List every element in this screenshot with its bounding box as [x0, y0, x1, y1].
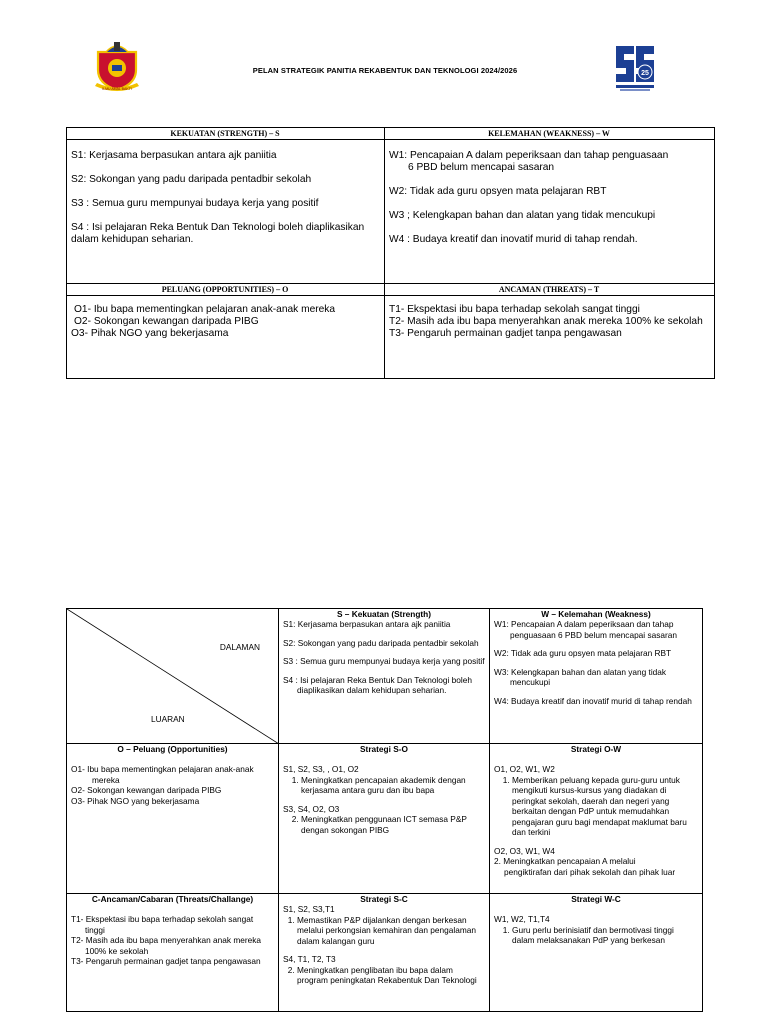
- opportunity-item: O2- Sokongan kewangan daripada PIBG: [74, 316, 259, 327]
- weakness-header: KELEMAHAN (WEAKNESS) – W: [385, 128, 715, 140]
- opportunities-cell: [67, 296, 385, 379]
- matrix-threat-item: T1- Ekspektasi ibu bapa terhadap sekolah sangat tinggi: [71, 914, 254, 935]
- matrix-threats-cell: [67, 894, 279, 1012]
- matrix-weakness-item: W2: Tidak ada guru opsyen mata pelajaran RBT: [494, 648, 672, 658]
- strength-item: S4 : Isi pelajaran Reka Bentuk Dan Teknologi boleh diaplikasikan dalam kehidupan seharian.: [71, 222, 365, 245]
- strategy-list: [494, 775, 698, 838]
- strategy-sc-cell: [279, 894, 490, 1012]
- strength-cell: [67, 140, 385, 284]
- strategy-list: [283, 814, 485, 835]
- threat-item: T2- Masih ada ibu bapa menyerahkan anak mereka 100% ke sekolah: [389, 316, 703, 327]
- strategy-codes: O1, O2, W1, W2: [494, 764, 555, 774]
- strategy-codes: O2, O3, W1, W4: [494, 845, 555, 856]
- label-dalaman: DALAMAN: [219, 642, 260, 652]
- threats-cell: [385, 296, 715, 379]
- threats-header: ANCAMAN (THREATS) – T: [385, 284, 715, 296]
- weakness-item: W2: Tidak ada guru opsyen mata pelajaran RBT: [389, 186, 607, 197]
- strategy-codes: S3, S4, O2, O3: [283, 803, 340, 814]
- strategy-ow-header: Strategi O-W: [570, 744, 622, 754]
- threat-item: T3- Pengaruh permainan gadjet tanpa pengawasan: [389, 328, 622, 339]
- strategy-wc-cell: [490, 894, 703, 1012]
- strategy-sc-header: Strategi S-C: [360, 894, 408, 904]
- weakness-cell: [385, 140, 715, 284]
- matrix-opportunity-item: O1- Ibu bapa mementingkan pelajaran anak-anak mereka: [71, 764, 254, 785]
- matrix-opportunities-cell: [67, 744, 279, 894]
- anniversary-25-logo-icon: [612, 42, 658, 94]
- strategy-list: [283, 775, 485, 796]
- threat-item: T1- Ekspektasi ibu bapa terhadap sekolah sangat tinggi: [389, 304, 640, 315]
- strategy-item: 1. Meningkatkan pencapaian akademik dengan kerjasama antara guru dan ibu bapa: [301, 775, 485, 796]
- matrix-opportunity-item: O2- Sokongan kewangan daripada PIBG: [71, 785, 222, 795]
- document-title: PELAN STRATEGIK PANITIA REKABENTUK DAN TEKNOLOGI 2024/2026: [252, 66, 518, 75]
- matrix-strength-item: S3 : Semua guru mempunyai budaya kerja yang positif: [283, 656, 485, 666]
- strategy-item: 1. Memastikan P&P dijalankan dengan berkesan melalui perkongsian kemahiran dan pengalaman dalam kalangan guru: [297, 915, 485, 947]
- strength-header: KEKUATAN (STRENGTH) – S: [67, 128, 385, 140]
- strategy-item: 1. Guru perlu berinisiatif dan bermotivasi tinggi dalam melaksanakan PdP yang berkesan: [512, 925, 698, 946]
- weakness-item-cont: 6 PBD belum mencapai sasaran: [408, 162, 555, 173]
- matrix-weakness-header: W – Kelemahan (Weakness): [541, 609, 651, 619]
- matrix-threats-header: C-Ancaman/Cabaran (Threats/Challange): [91, 894, 254, 904]
- svg-text:ILMU AMAL BAKTI: ILMU AMAL BAKTI: [102, 87, 132, 91]
- label-luaran: LUARAN: [151, 714, 185, 724]
- strategy-item-label: 2. Meningkatkan pencapaian A melalui: [494, 856, 636, 866]
- strategy-so-cell: [279, 744, 490, 894]
- matrix-weakness-item: W1: Pencapaian A dalam peperiksaan dan tahap penguasaan 6 PBD belum mencapai sasaran: [494, 619, 677, 640]
- opportunity-item: O3- Pihak NGO yang bekerjasama: [71, 328, 229, 339]
- svg-text:25: 25: [641, 70, 649, 77]
- school-crest-logo: [92, 38, 142, 94]
- strategy-list: [494, 925, 698, 946]
- anniversary-logo: [612, 42, 658, 94]
- school-crest-icon: [92, 38, 142, 94]
- strength-item: S2: Sokongan yang padu daripada pentadbir sekolah: [71, 174, 312, 185]
- opportunity-item: O1- Ibu bapa mementingkan pelajaran anak-anak mereka: [74, 304, 336, 315]
- strength-item: S1: Kerjasama berpasukan antara ajk paniitia: [71, 150, 277, 161]
- matrix-weakness-cell: [490, 609, 703, 744]
- weakness-item: W4 : Budaya kreatif dan inovatif murid di tahap rendah.: [389, 234, 638, 245]
- matrix-strength-item: S4 : Isi pelajaran Reka Bentuk Dan Teknologi boleh diaplikasikan dalam kehidupan seharian.: [283, 674, 472, 695]
- matrix-strength-item: S1: Kerjasama berpasukan antara ajk paniitia: [283, 619, 451, 629]
- strategy-item: 1. Memberikan peluang kepada guru-guru untuk mengikuti kursus-kursus yang diadakan di peringkat sekolah, daerah dan negeri yang berkaitan dengan PdP untuk memudahkan pengajaran guru bagi mendapat maklumat baru dan terkini: [512, 775, 698, 838]
- strategy-item: 2. Meningkatkan penggunaan ICT semasa P&P dengan sokongan PIBG: [301, 814, 485, 835]
- strategy-matrix-table: [66, 608, 703, 1012]
- opportunities-header: PELUANG (OPPORTUNITIES) – O: [67, 284, 385, 296]
- matrix-opportunities-header: O – Peluang (Opportunities): [117, 744, 228, 754]
- matrix-weakness-item: W3: Kelengkapan bahan dan alatan yang tidak mencukupi: [494, 666, 667, 687]
- strategy-ow-cell: [490, 744, 703, 894]
- strategy-list: [283, 915, 485, 947]
- strategy-codes: S1, S2, S3, , O1, O2: [283, 764, 359, 774]
- matrix-strength-cell: [279, 609, 490, 744]
- strategy-codes: S1, S2, S3,T1: [283, 904, 335, 914]
- weakness-item: W1: Pencapaian A dalam peperiksaan dan tahap penguasaan: [389, 150, 669, 161]
- strategy-list: [283, 965, 485, 986]
- strategy-item: pengiktirafan dari pihak sekolah dan pihak luar: [504, 866, 676, 877]
- matrix-opportunity-item: O3- Pihak NGO yang bekerjasama: [71, 795, 200, 806]
- matrix-strength-item: S2: Sokongan yang padu daripada pentadbir sekolah: [283, 637, 479, 648]
- matrix-threat-item: T3- Pengaruh permainan gadjet tanpa pengawasan: [71, 956, 261, 966]
- strategy-item: 2. Meningkatkan penglibatan ibu bapa dalam program peningkatan Rekabentuk Dan Teknologi: [297, 965, 485, 986]
- strategy-codes: S4, T1, T2, T3: [283, 954, 336, 964]
- matrix-corner-cell: [67, 609, 279, 744]
- weakness-item: W3 ; Kelengkapan bahan dan alatan yang tidak mencukupi: [389, 210, 656, 221]
- matrix-weakness-item: W4: Budaya kreatif dan inovatif murid di tahap rendah: [494, 695, 692, 706]
- strategy-wc-header: Strategi W-C: [571, 894, 621, 904]
- matrix-strength-header: S – Kekuatan (Strength): [336, 609, 432, 619]
- strategy-codes: W1, W2, T1,T4: [494, 914, 550, 924]
- strength-item: S3 : Semua guru mempunyai budaya kerja yang positif: [71, 198, 319, 209]
- matrix-threat-item: T2- Masih ada ibu bapa menyerahkan anak mereka 100% ke sekolah: [71, 935, 262, 956]
- strategy-so-header: Strategi S-O: [360, 744, 408, 754]
- swot-table: [66, 127, 715, 379]
